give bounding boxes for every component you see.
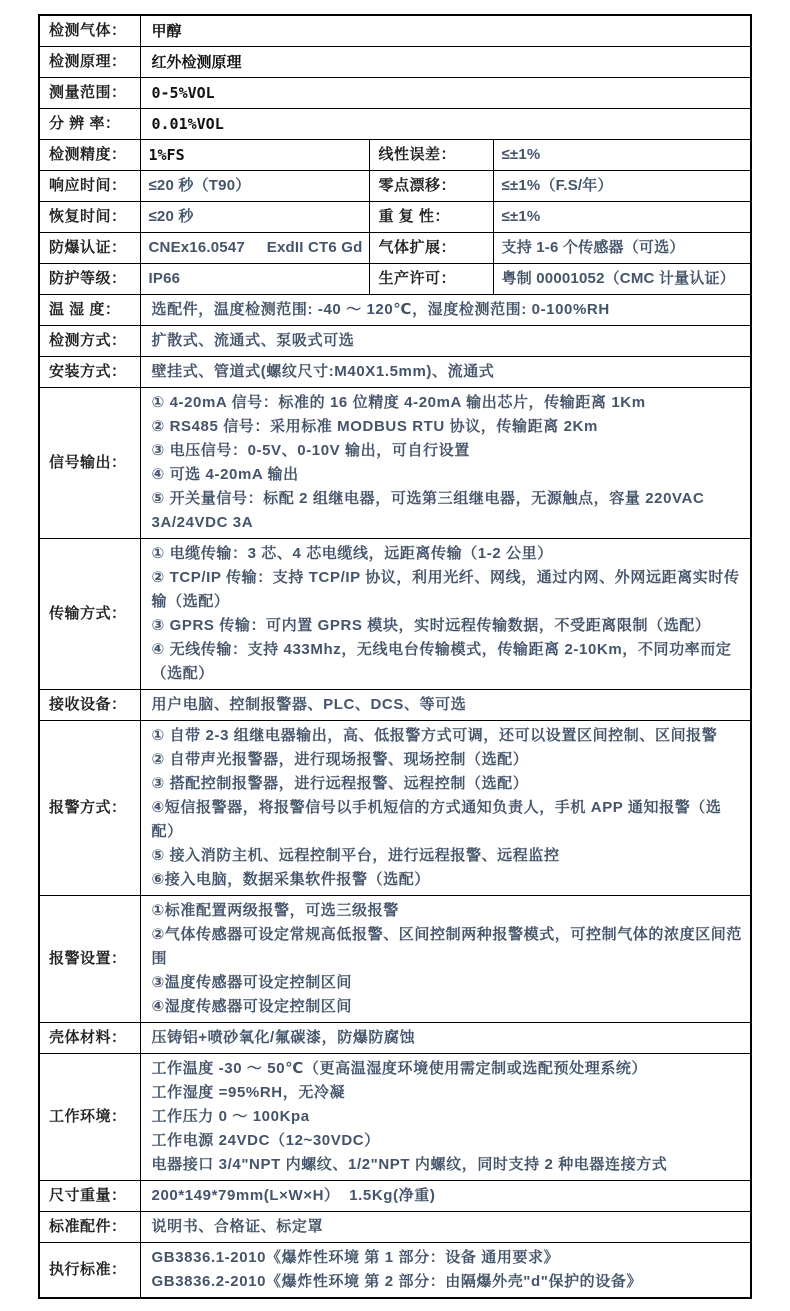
row-value-detect-mode [140,326,751,357]
value-line: ④短信报警器，将报警信号以手机短信的方式通知负责人，手机 APP 通知报警（选配） [151,799,722,840]
row-value-detect-principle [140,47,751,78]
row-value-alarm-setting [140,896,751,1023]
value-line: 工作温度 -30 ～ 50℃（更高温湿度环境使用需定制或选配预处理系统） [151,1060,648,1077]
value-line: 红外检测原理 [151,53,242,71]
row-label-response-drift-2: 零点漂移： [369,171,493,202]
row-value-response-drift [140,171,369,202]
spec-row-measure-range [39,78,751,109]
value-line: ≤±1%（F.S/年） [501,177,613,194]
value-line: GB3836.2-2010《爆炸性环境 第 2 部分：由隔爆外壳"d"保护的设备》 [151,1273,643,1290]
value-line: ≤20 秒（T90） [148,177,251,194]
row-label-signal-output: 信号输出： [39,388,140,539]
value-line: 说明书、合格证、标定罩 [151,1218,324,1235]
row-label-transmission-mode: 传输方式： [39,539,140,690]
row-value-housing-material [140,1023,751,1054]
row-value-exproof-gas-extension [140,233,369,264]
row-value-ip-rating-production-license-2 [493,264,751,295]
value-line: ⑥接入电脑，数据采集软件报警（选配） [151,871,431,888]
row-label-alarm-setting: 报警设置： [39,896,140,1023]
value-line: ③ 电压信号：0-5V、0-10V 输出，可自行设置 [151,442,470,459]
value-line: ≤±1% [501,208,541,225]
row-value-standard-accessories [140,1212,751,1243]
row-label-exproof-gas-extension: 防爆认证： [39,233,140,264]
row-label-alarm-mode: 报警方式： [39,721,140,896]
row-value-transmission-mode [140,539,751,690]
value-line: 粤制 00001052（CMC 计量认证） [501,270,735,287]
value-line: 用户电脑、控制报警器、PLC、DCS、等可选 [151,696,467,713]
spec-row-signal-output [39,388,751,539]
value-line: ⑤ 开关量信号：标配 2 组继电器，可选第三组继电器，无源触点，容量 220VAC 3A/24VDC 3A [151,490,710,531]
value-line: CNEx16.0547 ExdII CT6 Gd [148,239,363,256]
spec-row-resolution [39,109,751,140]
spec-row-detect-principle [39,47,751,78]
spec-row-exproof-gas-extension [39,233,751,264]
spec-row-housing-material [39,1023,751,1054]
row-label-response-drift: 响应时间： [39,171,140,202]
row-value-ip-rating-production-license [140,264,369,295]
value-line: ② 自带声光报警器，进行现场报警、现场控制（选配） [151,751,529,768]
value-line: 工作电源 24VDC（12~30VDC） [151,1132,380,1149]
spec-table [38,14,752,1299]
spec-row-alarm-setting [39,896,751,1023]
value-line: 工作湿度 =95%RH，无冷凝 [151,1084,346,1101]
row-label-executive-standard: 执行标准： [39,1243,140,1299]
value-line: 扩散式、流通式、泵吸式可选 [151,332,355,349]
row-label-measure-range: 测量范围： [39,78,140,109]
row-label-accuracy-linearity-2: 线性误差： [369,140,493,171]
value-line: ③ GPRS 传输：可内置 GPRS 模块，实时远程传输数据，不受距离限制（选配） [151,617,711,634]
spec-row-accuracy-linearity [39,140,751,171]
row-value-accuracy-linearity-2 [493,140,751,171]
row-label-recovery-repeatability-2: 重 复 性： [369,202,493,233]
value-line: 0.01%VOL [151,115,224,133]
value-line: ② TCP/IP 传输：支持 TCP/IP 协议，利用光纤、网线，通过内网、外网远距离实时传输（选配） [151,569,740,610]
row-label-detect-gas: 检测气体： [39,15,140,47]
value-line: ③ 搭配控制报警器，进行远程报警、远程控制（选配） [151,775,529,792]
spec-row-standard-accessories [39,1212,751,1243]
value-line: ① 自带 2-3 组继电器输出，高、低报警方式可调，还可以设置区间控制、区间报警 [151,727,718,744]
value-line: 0-5%VOL [151,84,215,102]
row-label-detect-mode: 检测方式： [39,326,140,357]
value-line: ≤20 秒 [148,208,194,225]
row-label-ip-rating-production-license: 防护等级： [39,264,140,295]
value-line: ②气体传感器可设定常规高低报警、区间控制两种报警模式，可控制气体的浓度区间范围 [151,926,743,967]
row-label-size-weight: 尺寸重量： [39,1181,140,1212]
value-line: 1%FS [148,146,185,164]
spec-row-detect-gas [39,15,751,47]
row-value-detect-gas [140,15,751,47]
row-value-accuracy-linearity [140,140,369,171]
spec-row-working-environment [39,1054,751,1181]
value-line: ④ 可选 4-20mA 输出 [151,466,299,483]
row-value-install-mode [140,357,751,388]
spec-row-response-drift [39,171,751,202]
row-value-exproof-gas-extension-2 [493,233,751,264]
spec-row-recovery-repeatability [39,202,751,233]
value-line: 200*149*79mm(L×W×H） 1.5Kg(净重) [151,1187,436,1204]
spec-row-temp-humidity [39,295,751,326]
value-line: 壁挂式、管道式(螺纹尺寸:M40X1.5mm)、流通式 [151,363,495,380]
value-line: ④ 无线传输：支持 433Mhz，无线电台传输模式，传输距离 2-10Km，不同功率而定（选配） [151,641,732,682]
row-value-resolution [140,109,751,140]
row-value-response-drift-2 [493,171,751,202]
row-value-temp-humidity [140,295,751,326]
value-line: IP66 [148,270,181,287]
row-label-install-mode: 安装方式： [39,357,140,388]
row-label-recovery-repeatability: 恢复时间： [39,202,140,233]
value-line: 工作压力 0 ～ 100Kpa [151,1108,310,1125]
row-label-receiving-device: 接收设备： [39,690,140,721]
value-line: ① 4-20mA 信号：标准的 16 位精度 4-20mA 输出芯片，传输距离 1Km [151,394,646,411]
spec-row-receiving-device [39,690,751,721]
row-value-executive-standard [140,1243,751,1299]
row-label-accuracy-linearity: 检测精度： [39,140,140,171]
spec-row-transmission-mode [39,539,751,690]
value-line: GB3836.1-2010《爆炸性环境 第 1 部分：设备 通用要求》 [151,1249,560,1266]
value-line: 甲醇 [151,22,182,40]
spec-row-install-mode [39,357,751,388]
row-value-size-weight [140,1181,751,1212]
row-value-recovery-repeatability [140,202,369,233]
row-label-detect-principle: 检测原理： [39,47,140,78]
row-label-ip-rating-production-license-2: 生产许可： [369,264,493,295]
value-line: ① 电缆传输：3 芯、4 芯电缆线，远距离传输（1-2 公里） [151,545,553,562]
spec-row-ip-rating-production-license [39,264,751,295]
row-value-alarm-mode [140,721,751,896]
row-label-standard-accessories: 标准配件： [39,1212,140,1243]
row-value-signal-output [140,388,751,539]
row-label-exproof-gas-extension-2: 气体扩展： [369,233,493,264]
spec-row-executive-standard [39,1243,751,1299]
row-label-housing-material: 壳体材料： [39,1023,140,1054]
value-line: ≤±1% [501,146,541,163]
value-line: ② RS485 信号：采用标准 MODBUS RTU 协议，传输距离 2Km [151,418,598,435]
value-line: 电器接口 3/4"NPT 内螺纹、1/2"NPT 内螺纹，同时支持 2 种电器连接方式 [151,1156,668,1173]
spec-row-detect-mode [39,326,751,357]
row-value-receiving-device [140,690,751,721]
spec-row-alarm-mode [39,721,751,896]
row-value-recovery-repeatability-2 [493,202,751,233]
value-line: 支持 1-6 个传感器（可选） [501,239,685,256]
spec-table-body [39,15,751,1298]
row-value-working-environment [140,1054,751,1181]
row-label-working-environment: 工作环境： [39,1054,140,1181]
value-line: ④湿度传感器可设定控制区间 [151,998,353,1015]
value-line: ⑤ 接入消防主机、远程控制平台，进行远程报警、远程监控 [151,847,560,864]
value-line: ①标准配置两级报警，可选三级报警 [151,902,399,919]
spec-row-size-weight [39,1181,751,1212]
value-line: 选配件，温度检测范围: -40 ～ 120℃，湿度检测范围: 0-100%RH [151,301,610,318]
row-label-temp-humidity: 温 湿 度： [39,295,140,326]
row-label-resolution: 分 辨 率： [39,109,140,140]
value-line: ③温度传感器可设定控制区间 [151,974,353,991]
row-value-measure-range [140,78,751,109]
value-line: 压铸铝+喷砂氧化/氟碳漆，防爆防腐蚀 [151,1029,416,1046]
